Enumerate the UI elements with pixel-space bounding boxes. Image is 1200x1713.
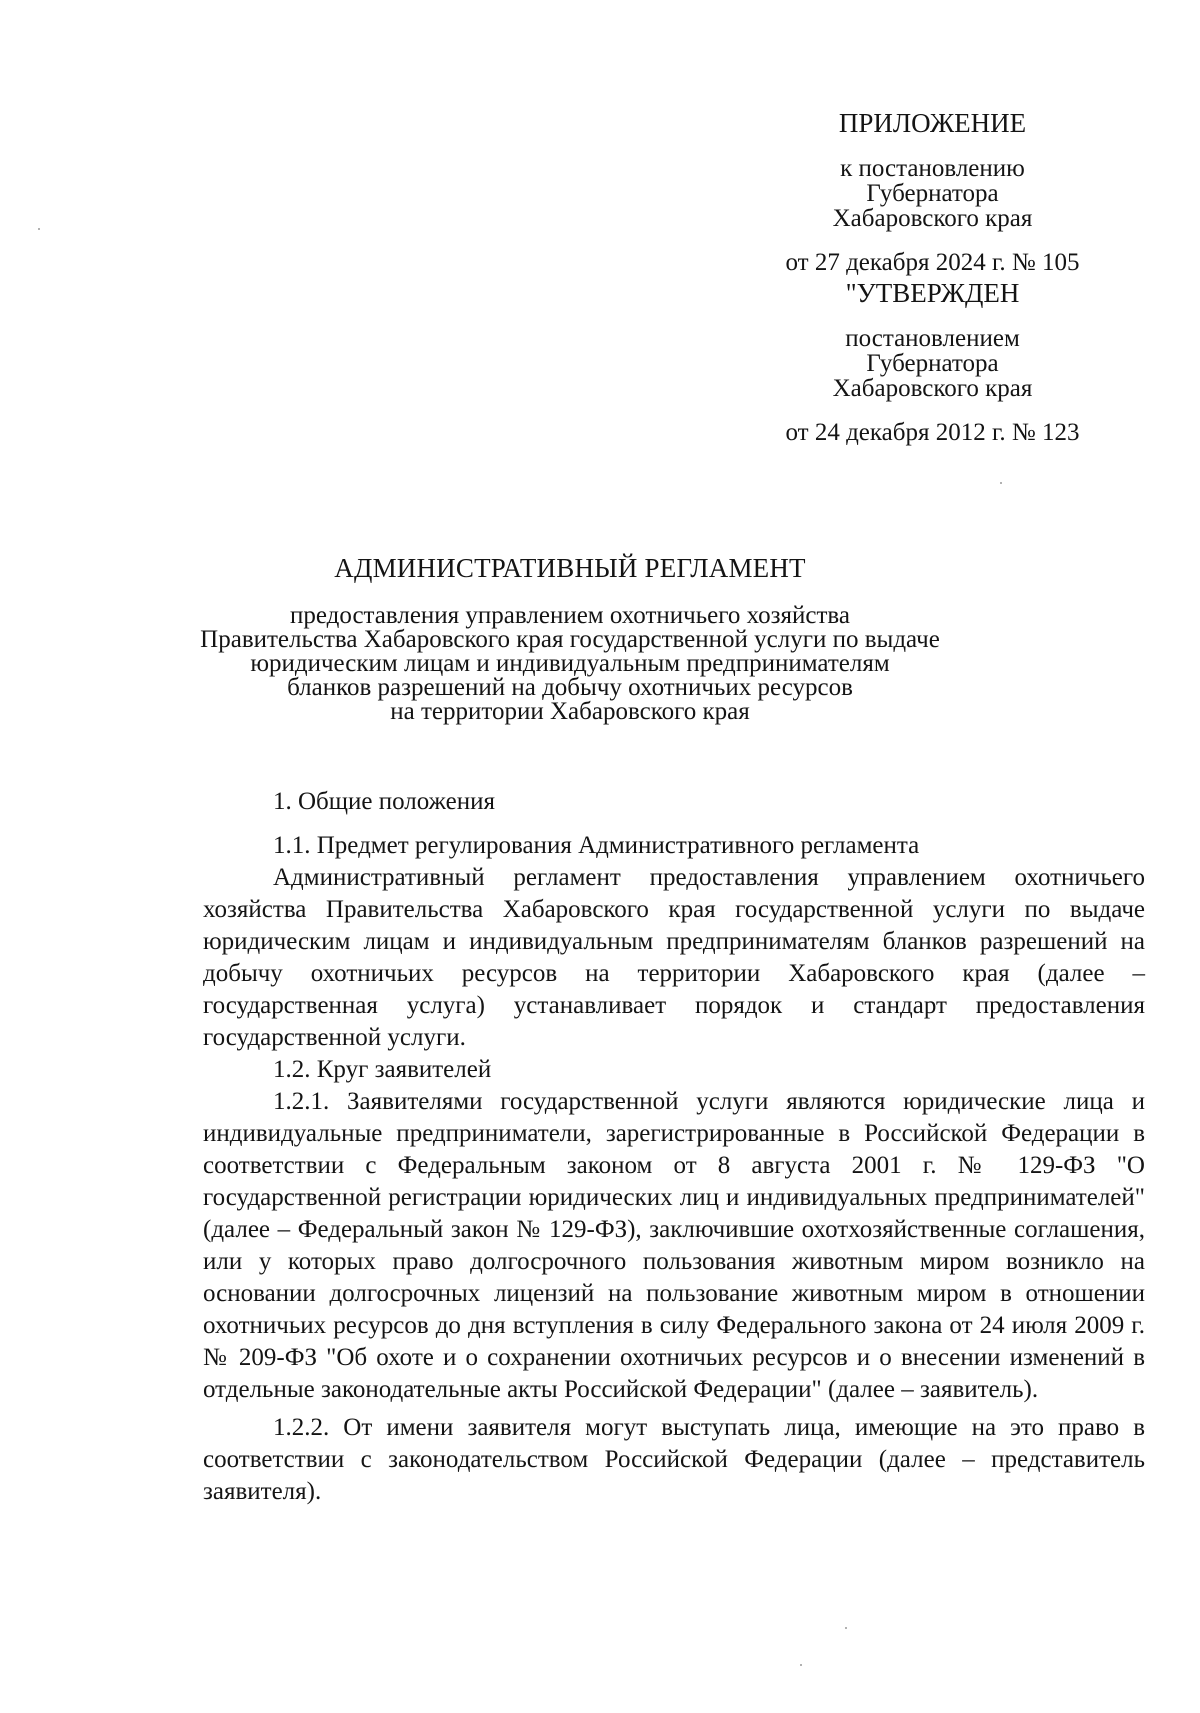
scan-speck xyxy=(1000,482,1002,484)
approved-block xyxy=(720,278,1145,447)
appendix-line-2: Губернатора xyxy=(866,180,999,207)
document-subtitle xyxy=(200,604,940,724)
subtitle-line: юридическим лицам и индивидуальным предпринимателям xyxy=(250,650,890,677)
subtitle-line: Правительства Хабаровского края государственной услуги по выдаче xyxy=(200,626,940,653)
subtitle-line: на территории Хабаровского края xyxy=(390,698,750,725)
approved-heading: "УТВЕРЖДЕН xyxy=(845,278,1020,308)
approved-line-1: постановлением xyxy=(845,325,1020,352)
paragraph-1-2-1: 1.2.1. Заявителями государственной услуги являются юридические лица и индивидуальные предприниматели, зарегистрированные в Российской Федерации в соответствии с Федеральным законом от 8 августа 2001 г. № 129-ФЗ "О государственной регистрации юридических лиц и индивидуальных предпринимателей" (далее – Федеральный закон № 129-ФЗ), заключившие охотхозяйственные соглашения, или у которых право долгосрочного пользования животным миром возникло на основании долгосрочных лицензий на пользование животным миром в отношении охотничьих ресурсов до дня вступления в силу Федерального закона от 24 июля 2009 г. № 209-ФЗ "Об охоте и о сохранении охотничьих ресурсов и о внесении изменений в отдельные законодательные акты Российской Федерации" (далее – заявитель). xyxy=(203,1088,1145,1403)
appendix-block xyxy=(720,108,1145,277)
approved-line-2: Губернатора xyxy=(866,350,999,377)
scan-speck xyxy=(38,228,40,230)
scan-speck xyxy=(845,1627,847,1629)
approved-date: от 24 декабря 2012 г. № 123 xyxy=(785,419,1080,446)
subtitle-line: бланков разрешений на добычу охотничьих ресурсов xyxy=(287,674,853,701)
paragraph-1-1: Административный регламент предоставления управлением охотничьего хозяйства Правительства Хабаровского края государственной услуги по выдаче юридическим лицам и индивидуальным предпринимателям бланков разрешений на добычу охотничьих ресурсов на территории Хабаровского края (далее – государственная услуга) устанавливает порядок и стандарт предоставления государственной услуги. xyxy=(203,864,1145,1051)
section-heading-general: 1. Общие положения xyxy=(273,788,495,815)
scan-speck xyxy=(800,1664,802,1666)
appendix-line-1: к постановлению xyxy=(840,155,1025,182)
approved-line-3: Хабаровского края xyxy=(832,375,1033,402)
document-title: АДМИНИСТРАТИВНЫЙ РЕГЛАМЕНТ xyxy=(334,553,806,583)
appendix-heading: ПРИЛОЖЕНИЕ xyxy=(838,108,1027,138)
section-heading-1-1: 1.1. Предмет регулирования Административного регламента xyxy=(273,832,920,859)
document-body xyxy=(203,786,1145,1508)
appendix-line-3: Хабаровского края xyxy=(832,205,1033,232)
document-title-block xyxy=(200,552,940,724)
subtitle-line: предоставления управлением охотничьего хозяйства xyxy=(289,602,851,629)
appendix-date: от 27 декабря 2024 г. № 105 xyxy=(785,249,1080,276)
section-heading-1-2: 1.2. Круг заявителей xyxy=(273,1056,492,1083)
paragraph-1-2-2: 1.2.2. От имени заявителя могут выступать лица, имеющие на это право в соответствии с законодательством Российской Федерации (далее – представитель заявителя). xyxy=(203,1414,1145,1505)
